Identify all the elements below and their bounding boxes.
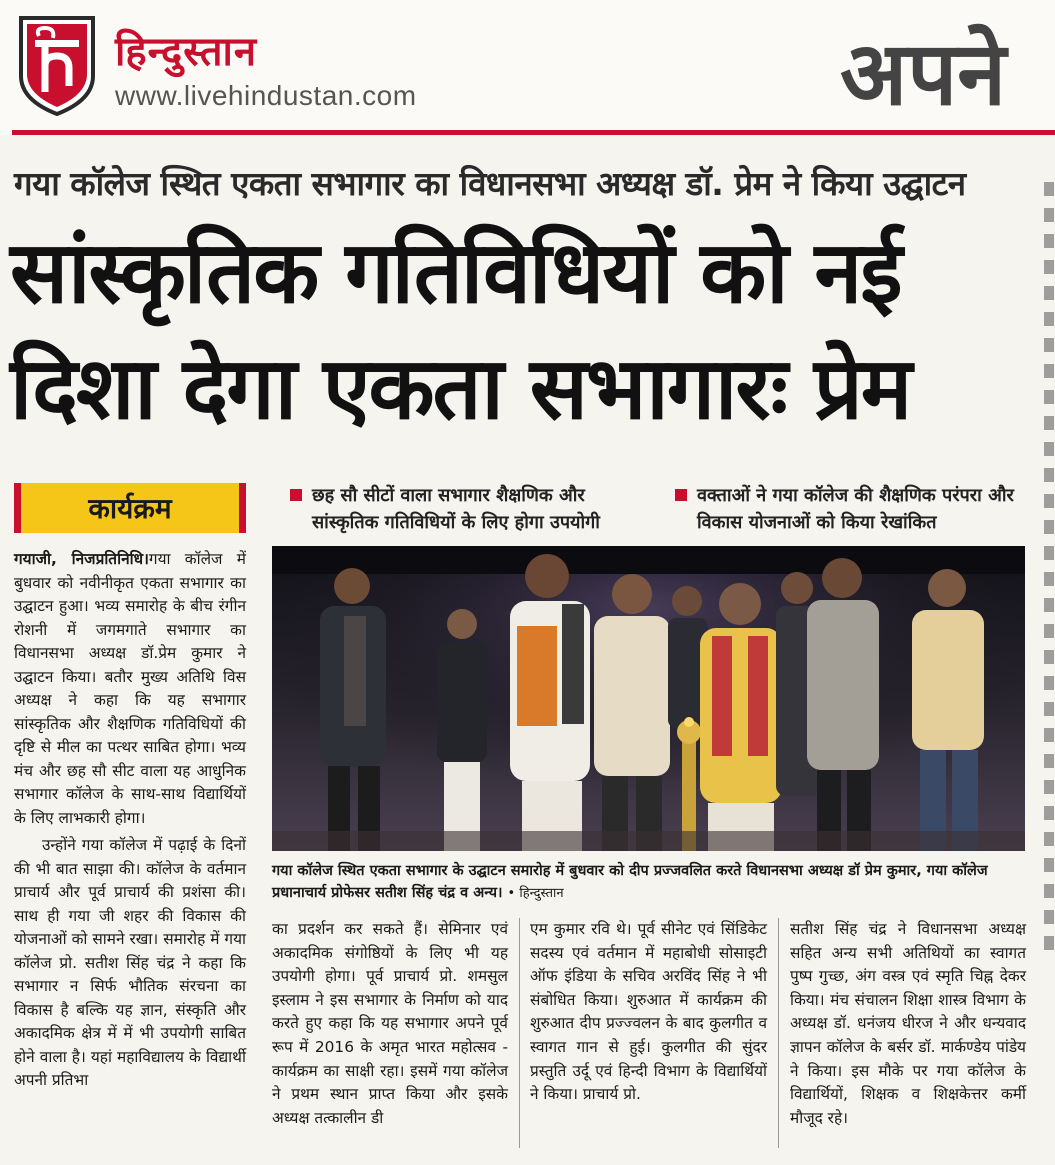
- article-kicker: गया कॉलेज स्थित एकता सभागार का विधानसभा अध्यक्ष डॉ. प्रेम ने किया उद्घाटन: [14, 164, 966, 203]
- article-headline: [10, 215, 1040, 447]
- headline-line-2: दिशा देगा एकता सभागारः प्रेम: [10, 339, 911, 439]
- category-tag-label: कार्यक्रम: [88, 492, 172, 525]
- masthead: [0, 0, 1055, 135]
- brand-name: हिन्दुस्तान: [115, 29, 258, 75]
- column-divider: [778, 918, 779, 1148]
- highlight-2: [675, 482, 1045, 536]
- highlight-1-text: छह सौ सीटों वाला सभागार शैक्षणिक और सांस्कृतिक गतिविधियों के लिए होगा उपयोगी: [312, 485, 600, 533]
- highlight-1: [290, 482, 650, 536]
- red-square-bullet-icon: [675, 489, 687, 501]
- paragraph-1: [14, 548, 246, 830]
- person-2: [437, 609, 487, 851]
- category-tag: [14, 483, 246, 533]
- photo-caption: [272, 860, 1025, 905]
- red-square-bullet-icon: [290, 489, 302, 501]
- highlight-2-text: वक्ताओं ने गया कॉलेज की शैक्षणिक परंपरा और विकास योजनाओं को किया रेखांकित: [697, 485, 1014, 533]
- article-column-3: एम कुमार रवि थे। पूर्व सीनेट एवं सिंडिकेट सदस्य एवं वर्तमान में महाबोधी सोसाइटी ऑफ इंडिया के सचिव अरविंद सिंह ने भी संबोधित किया। शुरुआत में कार्यक्रम की शुरुआत दीप प्रज्ज्वलन के बाद कुलगीत व स्वागत गान से हुई। कुलगीत की सुंदर प्रस्तुति उर्दू एवं हिन्दी विभाग के विद्यार्थियों ने किया। प्राचार्य प्रो.: [530, 920, 767, 1104]
- headline-line-1: सांस्कृतिक गतिविधियों को नई: [10, 223, 901, 323]
- adjacent-article-sliver: [1042, 170, 1055, 1160]
- article-column-2: का प्रदर्शन कर सकते हैं। सेमिनार एवं अकादमिक संगोष्ठियों के लिए भी यह उपयोगी होगा। पूर्व प्राचार्य प्रो. शमसुल इस्लाम ने इस सभागार के निर्माण को याद करते हुए कहा कि यह सभागार अपने पूर्व रूप में 2016 के अमृत भारत महोत्सव - कार्यक्रम का साक्षी रहा। इसमें गया कॉलेज ने प्रथम स्थान प्राप्त किया और इसके अध्यक्ष तत्कालीन डी: [272, 920, 508, 1127]
- photo-caption-text: गया कॉलेज स्थित एकता सभागार के उद्घाटन समारोह में बुधवार को दीप प्रज्जवलित करते विधानसभा अध्यक्ष डॉ प्रेम कुमार, गया कॉलेज प्रधानाचार्य प्रोफेसर सतीश सिंह चंद्र व अन्य।: [272, 863, 988, 901]
- photo-credit: • हिन्दुस्तान: [507, 886, 564, 901]
- paragraph-2: उन्होंने गया कॉलेज में पढ़ाई के दिनों की भी बात साझा की। कॉलेज के वर्तमान प्राचार्य और पूर्व प्राचार्य की प्रशंसा की। साथ ही गया जी शहर की विकास की योजनाओं को सामने रखा। समारोह में गया कॉलेज प्रो. सतीश सिंह चंद्र ने कहा कि सभागार न सिर्फ भौतिक संरचना का विकास है बल्कि यह ज्ञान, संस्कृति और अकादमिक क्षेत्र में में भी उपयोगी साबित होने वाला है। यहां महाविद्यालय के विद्यार्थी अपनी प्रतिभा: [14, 836, 246, 1089]
- column-divider: [519, 918, 520, 1148]
- masthead-rule: [12, 130, 1055, 135]
- section-title: अपने: [840, 22, 1007, 125]
- brand-url[interactable]: www.livehindustan.com: [115, 80, 417, 111]
- event-photo: [272, 546, 1025, 851]
- hindustan-logo-icon: [17, 14, 97, 116]
- paragraph-1-text: गया कॉलेज में बुधवार को नवीनीकृत एकता सभागार का उद्घाटन हुआ। भव्य समारोह के बीच रंगीन रोशनी में जगमगाते सभागार का विधानसभा अध्यक्ष डॉ.प्रेम कुमार ने उद्घाटन किया। बतौर मुख्य अतिथि विस अध्यक्ष ने कहा कि यह सभागार सांस्कृतिक और शैक्षणिक गतिविधियों की दृष्टि से मील का पत्थर साबित होगा। भव्य मंच और छह सौ सीट वाला यह आधुनिक सभागार कॉलेज के साथ-साथ विद्यार्थियों के लिए लाभकारी होगा।: [14, 550, 246, 827]
- byline: गयाजी, निजप्रतिनिधि।: [14, 550, 149, 568]
- article-column-1: [14, 548, 246, 1097]
- article-column-4: सतीश सिंह चंद्र ने विधानसभा अध्यक्ष सहित अन्य सभी अतिथियों का स्वागत पुष्प गुच्छ, अंग वस्त्र एवं स्मृति चिह्न देकर किया। मंच संचालन शिक्षा शास्त्र विभाग के अध्यक्ष डॉ. धनंजय धीरज ने और धन्यवाद ज्ञापन कॉलेज के बर्सर डॉ. मार्कण्डेय पांडेय ने किया। इस मौके पर गया कॉलेज के विद्यार्थियों, शिक्षक व शिक्षकेत्तर कर्मी मौजूद रहे।: [790, 920, 1026, 1127]
